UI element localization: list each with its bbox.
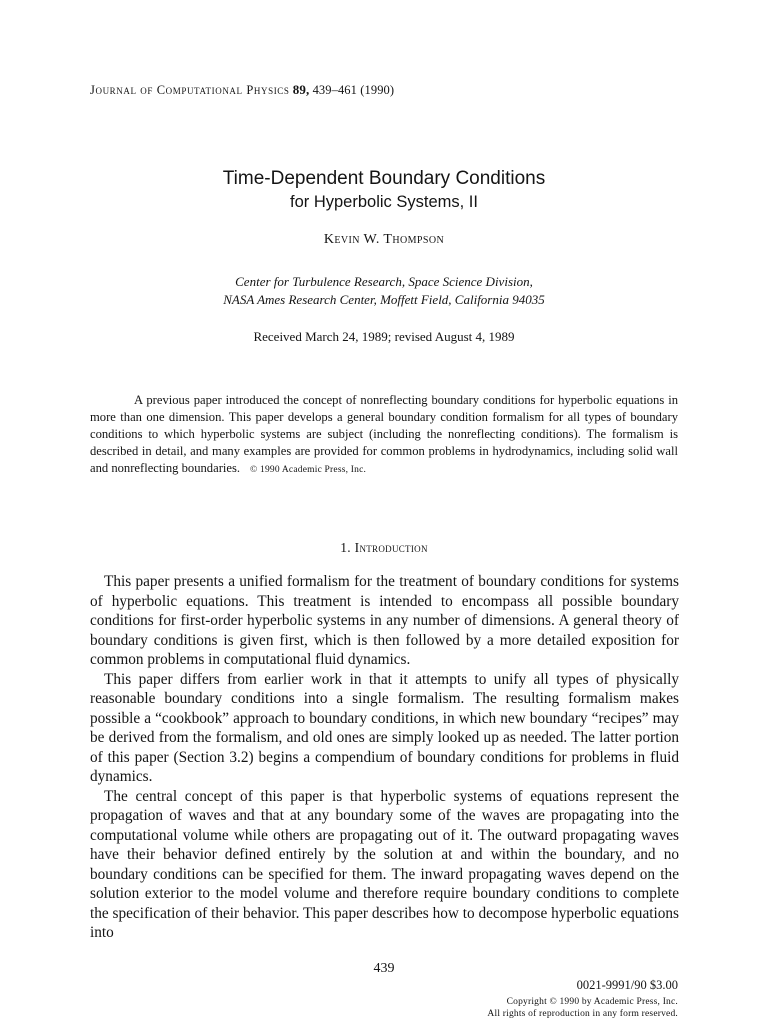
affiliation-line1: Center for Turbulence Research, Space Science Division, [235, 274, 533, 289]
journal-volume: 89, [292, 82, 310, 97]
paper-title-line1: Time-Dependent Boundary Conditions [222, 168, 546, 189]
journal-header [90, 82, 394, 98]
section-number: 1. [340, 540, 351, 555]
journal-name: Journal of Computational Physics [90, 83, 290, 97]
body-paragraph-2: This paper differs from earlier work in that it attempts to unify all types of physically reasonable boundary conditions into a single formalism. The resulting formalism makes possible a “cookbook” approach to boundary conditions, in which new boundary “recipes” may be derived from the formalism, and old ones are simply looked up as needed. The latter portion of this paper (Section 3.2) begins a compendium of boundary conditions for problems in fluid dynamics. [90, 670, 679, 785]
section-title: Introduction [354, 540, 428, 555]
affiliation-line2: NASA Ames Research Center, Moffett Field, California 94035 [223, 292, 545, 307]
footer-issn-price: 0021-9991/90 $3.00 [576, 978, 678, 992]
body-paragraph-3: The central concept of this paper is that hyperbolic systems of equations represent the propagation of waves and that at any boundary some of the waves are propagating into the computational volume while others are propagating out of it. The outward propagating waves have their behavior defined entirely by the solution at and within the boundary, and no boundary conditions can be specified for them. The inward propagating waves depend on the solution exterior to the model volume and therefore require boundary conditions to complete the specification of their behavior. This paper describes how to decompose hyperbolic equations into [90, 787, 679, 941]
footer-copyright-line2: All rights of reproduction in any form reserved. [487, 1008, 678, 1019]
body-paragraph-1: This paper presents a unified formalism for the treatment of boundary conditions for systems of hyperbolic equations. This treatment is intended to encompass all possible boundary conditions for first-order hyperbolic systems in any number of dimensions. A general theory of boundary conditions is given first, which is then followed by a more detailed exposition for common problems in computational fluid dynamics. [90, 573, 679, 668]
abstract-copyright: © 1990 Academic Press, Inc. [250, 465, 367, 475]
section-heading-introduction [0, 540, 768, 556]
received-dates: Received March 24, 1989; revised August 4, 1989 [253, 329, 515, 344]
abstract-paragraph [90, 392, 678, 479]
footer-copyright-line1: Copyright © 1990 by Academic Press, Inc. [506, 997, 678, 1007]
author-name: Kevin W. Thompson [323, 232, 445, 247]
body-text [90, 572, 679, 943]
footer-copyright [487, 997, 678, 1020]
page-number: 439 [373, 961, 395, 976]
abstract [90, 392, 678, 479]
paper-title-line2: for Hyperbolic Systems, II [290, 193, 478, 211]
journal-pages-year: 439–461 (1990) [312, 83, 395, 97]
abstract-text: A previous paper introduced the concept of nonreflecting boundary conditions for hyperbolic equations in more than one dimension. This paper develops a general boundary condition formalism for all types of boundary conditions to which hyperbolic systems are subject (including the nonreflecting conditions). The formalism is described in detail, and many examples are provided for common problems in hydrodynamics, including solid wall and nonreflecting boundaries. [90, 393, 678, 475]
